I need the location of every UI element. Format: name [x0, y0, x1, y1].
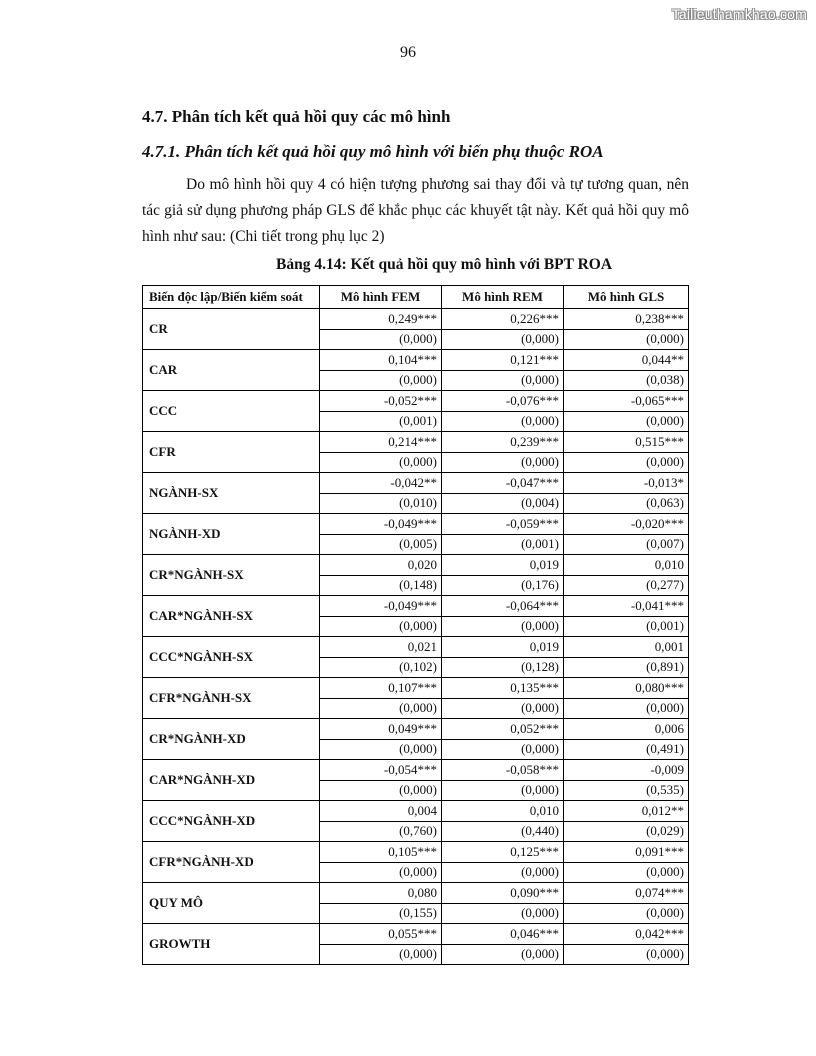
coefficient-cell: 0,104***: [320, 350, 442, 371]
pvalue-cell: (0,000): [320, 452, 442, 473]
table-body: [143, 309, 689, 965]
coefficient-cell: 0,049***: [320, 719, 442, 740]
variable-name: CR: [143, 309, 320, 350]
coefficient-cell: 0,010: [442, 801, 564, 822]
pvalue-cell: (0,029): [564, 821, 689, 842]
coefficient-cell: 0,239***: [442, 432, 564, 453]
coefficient-cell: 0,091***: [564, 842, 689, 863]
coefficient-cell: 0,044**: [564, 350, 689, 371]
header-fem: Mô hình FEM: [320, 286, 442, 309]
pvalue-cell: (0,000): [442, 862, 564, 883]
watermark: Tailieuthamkhao.com: [671, 6, 807, 22]
coefficient-cell: 0,006: [564, 719, 689, 740]
coefficient-cell: 0,074***: [564, 883, 689, 904]
variable-name: CAR*NGÀNH-SX: [143, 596, 320, 637]
coefficient-cell: -0,049***: [320, 514, 442, 535]
coefficient-cell: 0,125***: [442, 842, 564, 863]
coefficient-cell: -0,041***: [564, 596, 689, 617]
coefficient-cell: -0,042**: [320, 473, 442, 494]
coefficient-cell: 0,090***: [442, 883, 564, 904]
pvalue-cell: (0,102): [320, 657, 442, 678]
coefficient-cell: -0,064***: [442, 596, 564, 617]
coefficient-cell: 0,107***: [320, 678, 442, 699]
header-variable: Biến độc lập/Biến kiểm soát: [143, 286, 320, 309]
table-row: [143, 842, 689, 863]
coefficient-cell: 0,055***: [320, 924, 442, 945]
body-paragraph: [142, 172, 689, 250]
coefficient-cell: -0,059***: [442, 514, 564, 535]
coefficient-cell: 0,020: [320, 555, 442, 576]
coefficient-cell: 0,214***: [320, 432, 442, 453]
pvalue-cell: (0,000): [564, 698, 689, 719]
pvalue-cell: (0,000): [320, 329, 442, 350]
pvalue-cell: (0,000): [442, 616, 564, 637]
pvalue-cell: (0,038): [564, 370, 689, 391]
header-rem: Mô hình REM: [442, 286, 564, 309]
coefficient-cell: -0,020***: [564, 514, 689, 535]
variable-name: GROWTH: [143, 924, 320, 965]
coefficient-cell: -0,013*: [564, 473, 689, 494]
variable-name: NGÀNH-SX: [143, 473, 320, 514]
pvalue-cell: (0,535): [564, 780, 689, 801]
pvalue-cell: (0,004): [442, 493, 564, 514]
coefficient-cell: -0,065***: [564, 391, 689, 412]
variable-name: CFR*NGÀNH-XD: [143, 842, 320, 883]
page-number: 96: [400, 44, 416, 61]
regression-table: [142, 285, 689, 965]
table-row: [143, 801, 689, 822]
pvalue-cell: (0,000): [320, 780, 442, 801]
pvalue-cell: (0,001): [564, 616, 689, 637]
variable-name: NGÀNH-XD: [143, 514, 320, 555]
coefficient-cell: -0,047***: [442, 473, 564, 494]
pvalue-cell: (0,440): [442, 821, 564, 842]
pvalue-cell: (0,000): [564, 944, 689, 965]
pvalue-cell: (0,000): [442, 370, 564, 391]
coefficient-cell: 0,249***: [320, 309, 442, 330]
variable-name: CCC*NGÀNH-XD: [143, 801, 320, 842]
table-row: [143, 473, 689, 494]
pvalue-cell: (0,277): [564, 575, 689, 596]
pvalue-cell: (0,001): [320, 411, 442, 432]
coefficient-cell: -0,052***: [320, 391, 442, 412]
table-row: [143, 432, 689, 453]
coefficient-cell: 0,010: [564, 555, 689, 576]
table-row: [143, 309, 689, 330]
variable-name: QUY MÔ: [143, 883, 320, 924]
table-row: [143, 555, 689, 576]
pvalue-cell: (0,000): [564, 329, 689, 350]
section-heading: 4.7. Phân tích kết quả hồi quy các mô hình: [142, 107, 451, 126]
table-row: [143, 350, 689, 371]
pvalue-cell: (0,000): [442, 452, 564, 473]
coefficient-cell: 0,121***: [442, 350, 564, 371]
pvalue-cell: (0,000): [442, 329, 564, 350]
coefficient-cell: 0,019: [442, 555, 564, 576]
pvalue-cell: (0,155): [320, 903, 442, 924]
pvalue-cell: (0,001): [442, 534, 564, 555]
table-row: [143, 719, 689, 740]
pvalue-cell: (0,000): [442, 411, 564, 432]
paragraph-text: Do mô hình hồi quy 4 có hiện tượng phương sai thay đổi và tự tương quan, nên tác giả sử dụng phương pháp GLS để khắc phục các khuyết tật này. Kết quả hồi quy mô hình như sau: (Chi tiết trong phụ lục 2): [142, 176, 689, 245]
pvalue-cell: (0,000): [320, 944, 442, 965]
variable-name: CR*NGÀNH-SX: [143, 555, 320, 596]
pvalue-cell: (0,000): [564, 862, 689, 883]
pvalue-cell: (0,000): [320, 862, 442, 883]
coefficient-cell: 0,004: [320, 801, 442, 822]
coefficient-cell: 0,021: [320, 637, 442, 658]
coefficient-cell: 0,019: [442, 637, 564, 658]
coefficient-cell: 0,052***: [442, 719, 564, 740]
pvalue-cell: (0,000): [320, 370, 442, 391]
variable-name: CCC: [143, 391, 320, 432]
table-header-row: [143, 286, 689, 309]
coefficient-cell: 0,080***: [564, 678, 689, 699]
pvalue-cell: (0,063): [564, 493, 689, 514]
pvalue-cell: (0,000): [320, 739, 442, 760]
coefficient-cell: 0,001: [564, 637, 689, 658]
header-gls: Mô hình GLS: [564, 286, 689, 309]
coefficient-cell: -0,054***: [320, 760, 442, 781]
table-row: [143, 514, 689, 535]
coefficient-cell: 0,105***: [320, 842, 442, 863]
pvalue-cell: (0,760): [320, 821, 442, 842]
coefficient-cell: 0,226***: [442, 309, 564, 330]
coefficient-cell: 0,515***: [564, 432, 689, 453]
pvalue-cell: (0,007): [564, 534, 689, 555]
coefficient-cell: 0,046***: [442, 924, 564, 945]
coefficient-cell: 0,135***: [442, 678, 564, 699]
pvalue-cell: (0,491): [564, 739, 689, 760]
pvalue-cell: (0,176): [442, 575, 564, 596]
pvalue-cell: (0,891): [564, 657, 689, 678]
variable-name: CCC*NGÀNH-SX: [143, 637, 320, 678]
pvalue-cell: (0,000): [442, 739, 564, 760]
subsection-heading: 4.7.1. Phân tích kết quả hồi quy mô hình với biến phụ thuộc ROA: [142, 142, 604, 161]
coefficient-cell: 0,080: [320, 883, 442, 904]
pvalue-cell: (0,010): [320, 493, 442, 514]
variable-name: CFR*NGÀNH-SX: [143, 678, 320, 719]
table-row: [143, 924, 689, 945]
pvalue-cell: (0,000): [564, 411, 689, 432]
table-row: [143, 760, 689, 781]
pvalue-cell: (0,000): [442, 903, 564, 924]
coefficient-cell: -0,058***: [442, 760, 564, 781]
pvalue-cell: (0,000): [564, 452, 689, 473]
table-row: [143, 596, 689, 617]
coefficient-cell: 0,238***: [564, 309, 689, 330]
table-row: [143, 637, 689, 658]
coefficient-cell: -0,076***: [442, 391, 564, 412]
pvalue-cell: (0,000): [320, 616, 442, 637]
coefficient-cell: 0,012**: [564, 801, 689, 822]
table-caption: Bảng 4.14: Kết quả hồi quy mô hình với BPT ROA: [275, 256, 613, 273]
coefficient-cell: -0,049***: [320, 596, 442, 617]
table-row: [143, 883, 689, 904]
coefficient-cell: 0,042***: [564, 924, 689, 945]
pvalue-cell: (0,148): [320, 575, 442, 596]
variable-name: CAR: [143, 350, 320, 391]
pvalue-cell: (0,000): [564, 903, 689, 924]
variable-name: CR*NGÀNH-XD: [143, 719, 320, 760]
table-row: [143, 391, 689, 412]
pvalue-cell: (0,000): [442, 944, 564, 965]
variable-name: CFR: [143, 432, 320, 473]
table-row: [143, 678, 689, 699]
pvalue-cell: (0,000): [320, 698, 442, 719]
variable-name: CAR*NGÀNH-XD: [143, 760, 320, 801]
pvalue-cell: (0,128): [442, 657, 564, 678]
pvalue-cell: (0,005): [320, 534, 442, 555]
pvalue-cell: (0,000): [442, 698, 564, 719]
coefficient-cell: -0,009: [564, 760, 689, 781]
pvalue-cell: (0,000): [442, 780, 564, 801]
